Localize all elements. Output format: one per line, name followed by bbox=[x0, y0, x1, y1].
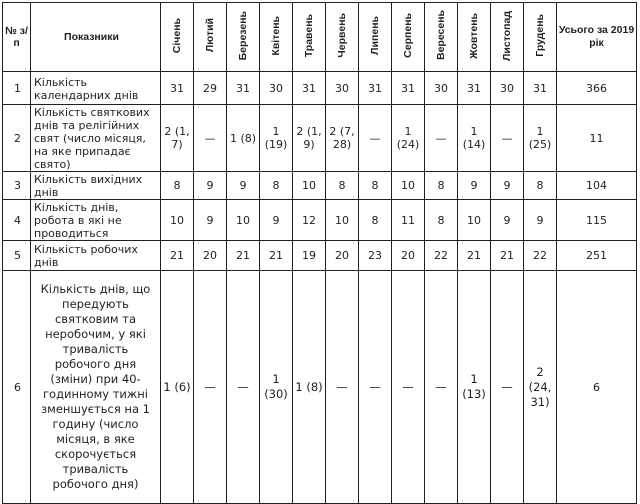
header-month: Червень bbox=[326, 3, 359, 72]
table-row bbox=[3, 72, 637, 105]
month-value: 21 bbox=[161, 241, 194, 271]
month-value: 31 bbox=[392, 72, 425, 105]
month-value: 10 bbox=[458, 200, 491, 241]
header-indicators: Показники bbox=[31, 3, 161, 72]
header-month: Лютий bbox=[194, 3, 227, 72]
month-value: 12 bbox=[293, 200, 326, 241]
month-value: 8 bbox=[425, 172, 458, 200]
row-total: 251 bbox=[557, 241, 637, 271]
month-value: 31 bbox=[161, 72, 194, 105]
month-value: 1 (19) bbox=[260, 105, 293, 172]
row-indicator: Кількість днів, робота в які не проводиться bbox=[31, 200, 161, 241]
header-month: Жовтень bbox=[458, 3, 491, 72]
month-value: — bbox=[194, 105, 227, 172]
month-value: 21 bbox=[227, 241, 260, 271]
header-month: Квітень bbox=[260, 3, 293, 72]
table-row bbox=[3, 200, 637, 241]
row-total: 366 bbox=[557, 72, 637, 105]
table-row bbox=[3, 172, 637, 200]
table-row bbox=[3, 105, 637, 172]
month-value: 10 bbox=[392, 172, 425, 200]
month-value: 10 bbox=[293, 172, 326, 200]
row-total: 115 bbox=[557, 200, 637, 241]
month-value: 21 bbox=[260, 241, 293, 271]
month-value: — bbox=[491, 271, 524, 504]
month-value: 9 bbox=[194, 200, 227, 241]
month-value: 10 bbox=[227, 200, 260, 241]
month-value: 20 bbox=[326, 241, 359, 271]
header-month: Серпень bbox=[392, 3, 425, 72]
month-value: 10 bbox=[161, 200, 194, 241]
month-value: — bbox=[194, 271, 227, 504]
row-total: 6 bbox=[557, 271, 637, 504]
month-value: 30 bbox=[491, 72, 524, 105]
month-value: 9 bbox=[458, 172, 491, 200]
month-value: 9 bbox=[491, 172, 524, 200]
month-value: 19 bbox=[293, 241, 326, 271]
month-value: 30 bbox=[260, 72, 293, 105]
month-value: 21 bbox=[491, 241, 524, 271]
month-value: 1 (8) bbox=[227, 105, 260, 172]
month-value: — bbox=[227, 271, 260, 504]
row-number: 3 bbox=[3, 172, 31, 200]
month-value: 10 bbox=[326, 200, 359, 241]
month-value: 29 bbox=[194, 72, 227, 105]
row-number: 2 bbox=[3, 105, 31, 172]
table-body bbox=[3, 72, 637, 504]
month-value: 8 bbox=[326, 172, 359, 200]
row-indicator: Кількість святкових днів та релігійних свят (число місяця, на яке припадає свято) bbox=[31, 105, 161, 172]
header-month: Грудень bbox=[524, 3, 557, 72]
month-value: 1 (30) bbox=[260, 271, 293, 504]
row-number: 1 bbox=[3, 72, 31, 105]
month-value: 8 bbox=[359, 172, 392, 200]
month-value: 8 bbox=[524, 172, 557, 200]
month-value: 11 bbox=[392, 200, 425, 241]
month-value: — bbox=[359, 271, 392, 504]
row-number: 5 bbox=[3, 241, 31, 271]
header-month: Липень bbox=[359, 3, 392, 72]
month-value: 31 bbox=[359, 72, 392, 105]
month-value: 21 bbox=[458, 241, 491, 271]
month-value: 1 (14) bbox=[458, 105, 491, 172]
month-value: 8 bbox=[359, 200, 392, 241]
month-value: — bbox=[392, 271, 425, 504]
row-indicator: Кількість днів, що передують святковим та неробочим, у які тривалість робочого дня (зміни) при 40-годинному тижні зменшується на 1 годину (число місяця, в яке скорочується тривалість робочого дня) bbox=[31, 271, 161, 504]
month-value: 31 bbox=[227, 72, 260, 105]
month-value: 2 (24, 31) bbox=[524, 271, 557, 504]
month-value: — bbox=[425, 105, 458, 172]
table-header bbox=[3, 3, 637, 72]
month-value: 2 (1, 9) bbox=[293, 105, 326, 172]
month-value: 9 bbox=[524, 200, 557, 241]
month-value: 1 (25) bbox=[524, 105, 557, 172]
month-value: 22 bbox=[524, 241, 557, 271]
row-total: 11 bbox=[557, 105, 637, 172]
header-month: Вересень bbox=[425, 3, 458, 72]
month-value: 8 bbox=[425, 200, 458, 241]
month-value: 20 bbox=[194, 241, 227, 271]
month-value: 20 bbox=[392, 241, 425, 271]
month-value: 22 bbox=[425, 241, 458, 271]
row-total: 104 bbox=[557, 172, 637, 200]
header-month: Листопад bbox=[491, 3, 524, 72]
row-indicator: Кількість робочих днів bbox=[31, 241, 161, 271]
month-value: 9 bbox=[260, 200, 293, 241]
row-indicator: Кількість вихідних днів bbox=[31, 172, 161, 200]
month-value: 9 bbox=[227, 172, 260, 200]
month-value: 1 (8) bbox=[293, 271, 326, 504]
table-row bbox=[3, 271, 637, 504]
header-month: Січень bbox=[161, 3, 194, 72]
month-value: 31 bbox=[458, 72, 491, 105]
month-value: — bbox=[491, 105, 524, 172]
row-number: 4 bbox=[3, 200, 31, 241]
month-value: 8 bbox=[260, 172, 293, 200]
header-month: Березень bbox=[227, 3, 260, 72]
month-value: 1 (24) bbox=[392, 105, 425, 172]
month-value: 1 (13) bbox=[458, 271, 491, 504]
month-value: 31 bbox=[293, 72, 326, 105]
header-month: Травень bbox=[293, 3, 326, 72]
month-value: 31 bbox=[524, 72, 557, 105]
table-row bbox=[3, 241, 637, 271]
month-value: — bbox=[359, 105, 392, 172]
header-number: № з/п bbox=[3, 3, 31, 72]
month-value: — bbox=[326, 271, 359, 504]
month-value: 30 bbox=[326, 72, 359, 105]
month-value: 30 bbox=[425, 72, 458, 105]
row-number: 6 bbox=[3, 271, 31, 504]
month-value: 9 bbox=[194, 172, 227, 200]
working-calendar-table bbox=[2, 2, 637, 504]
month-value: 2 (7, 28) bbox=[326, 105, 359, 172]
row-indicator: Кількість календарних днів bbox=[31, 72, 161, 105]
month-value: 23 bbox=[359, 241, 392, 271]
header-total: Усього за 2019 рік bbox=[557, 3, 637, 72]
month-value: 9 bbox=[491, 200, 524, 241]
month-value: 8 bbox=[161, 172, 194, 200]
month-value: 1 (6) bbox=[161, 271, 194, 504]
month-value: — bbox=[425, 271, 458, 504]
month-value: 2 (1, 7) bbox=[161, 105, 194, 172]
